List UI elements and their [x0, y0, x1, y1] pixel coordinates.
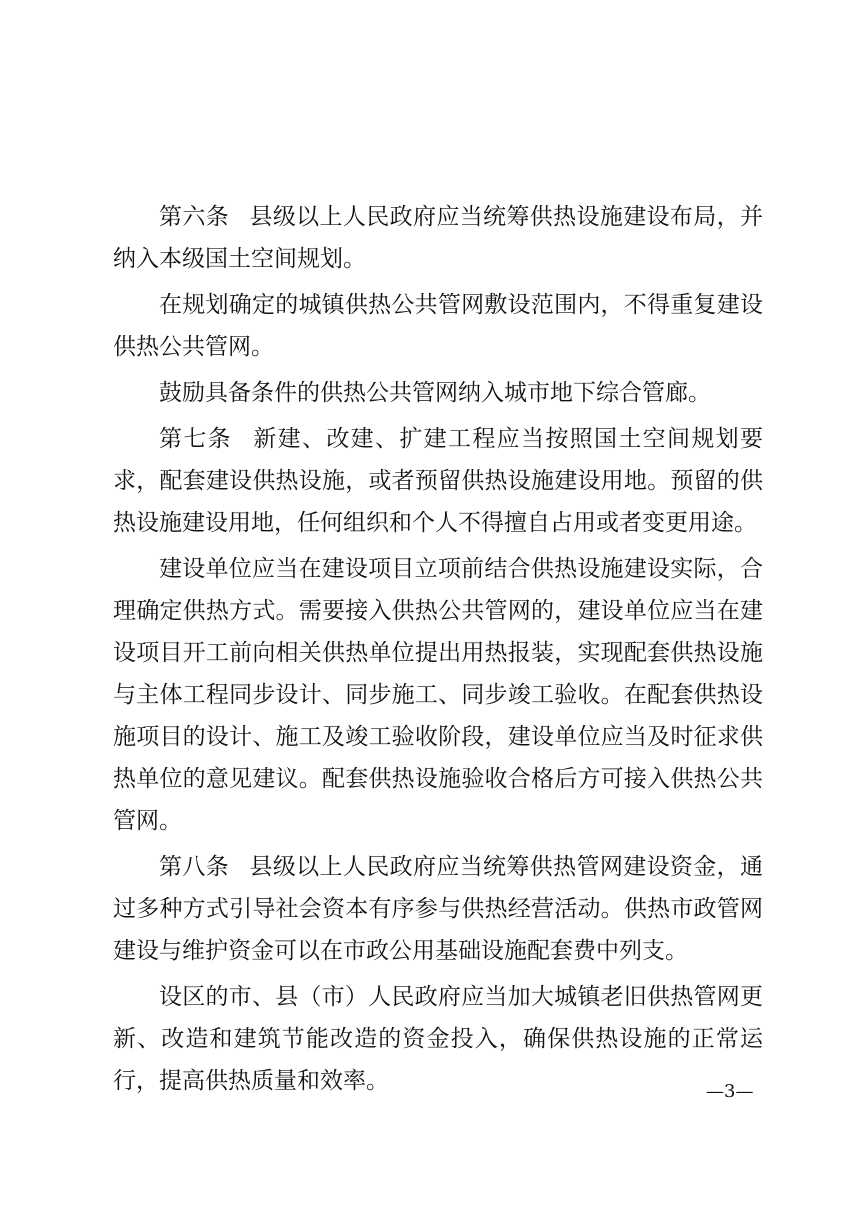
paragraph — [113, 548, 763, 842]
paragraph-article-8 — [113, 846, 763, 972]
page-number: —3— — [706, 1081, 754, 1102]
paragraph-text: 设区的市、县（市）人民政府应当加大城镇老旧供热管网更新、改造和建筑节能改造的资金投入，确保供热设施的正常运行，提高供热质量和效率。 — [113, 984, 763, 1094]
paragraph-text: 鼓励具备条件的供热公共管网纳入城市地下综合管廊。 — [159, 380, 711, 406]
paragraph — [113, 372, 763, 414]
article-heading-8: 第八条 — [159, 854, 230, 880]
article-heading-7: 第七条 — [159, 426, 232, 452]
paragraph — [113, 284, 763, 368]
paragraph — [113, 976, 763, 1102]
paragraph-article-6 — [113, 196, 763, 280]
paragraph-article-7 — [113, 418, 763, 544]
paragraph-text: 在规划确定的城镇供热公共管网敷设范围内，不得重复建设供热公共管网。 — [113, 292, 763, 360]
paragraph-text: 县级以上人民政府应当统筹供热管网建设资金，通过多种方式引导社会资本有序参与供热经营活动。供热市政管网建设与维护资金可以在市政公用基础设施配套费中列支。 — [113, 854, 764, 964]
paragraph-text: 建设单位应当在建设项目立项前结合供热设施建设实际，合理确定供热方式。需要接入供热公共管网的，建设单位应当在建设项目开工前向相关供热单位提出用热报装，实现配套供热设施与主体工程同步设计、同步施工、同步竣工验收。在配套供热设施项目的设计、施工及竣工验收阶段，建设单位应当及时征求供热单位的意见建议。配套供热设施验收合格后方可接入供热公共管网。 — [113, 556, 763, 834]
paragraph-text: 新建、改建、扩建工程应当按照国土空间规划要求，配套建设供热设施，或者预留供热设施建设用地。预留的供热设施建设用地，任何组织和个人不得擅自占用或者变更用途。 — [113, 426, 763, 536]
paragraph-text: 县级以上人民政府应当统筹供热设施建设布局，并纳入本级国土空间规划。 — [113, 204, 764, 272]
article-heading-6: 第六条 — [159, 204, 230, 230]
document-body — [113, 196, 763, 1106]
